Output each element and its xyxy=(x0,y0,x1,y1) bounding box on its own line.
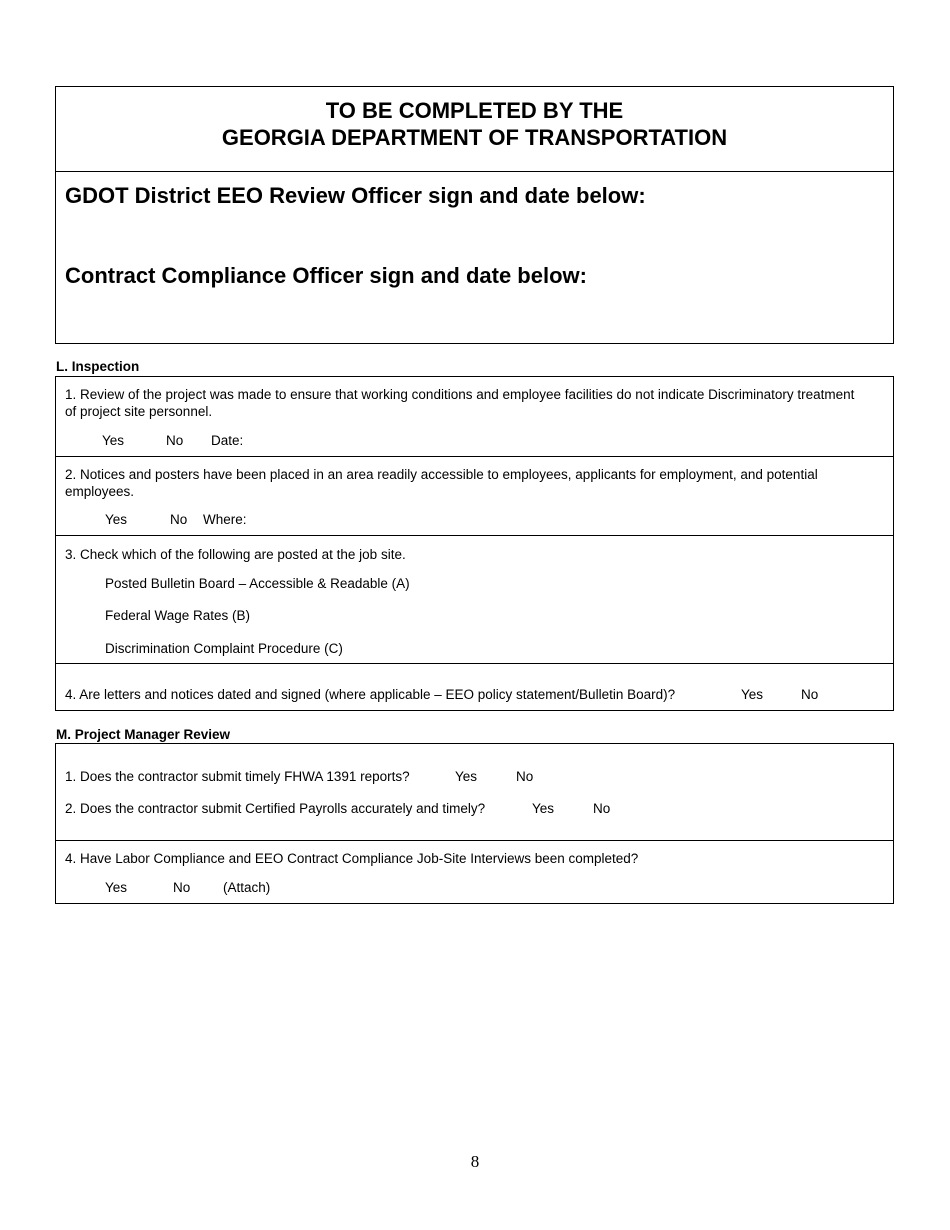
inspection-q1-text: 1. Review of the project was made to ensure that working conditions and employee facilities do not indicate Discriminatory treatment of project site personnel. xyxy=(65,387,855,419)
compliance-officer-sign-label: Contract Compliance Officer sign and date below: xyxy=(65,263,587,288)
inspection-table xyxy=(55,376,894,711)
inspection-q4-no[interactable]: No xyxy=(801,687,819,702)
posted-item-bulletin-board[interactable]: Posted Bulletin Board – Accessible & Readable (A) xyxy=(105,576,410,591)
pm-q1-no[interactable]: No xyxy=(516,769,534,784)
row-divider xyxy=(56,663,893,664)
pm-q2-no[interactable]: No xyxy=(593,801,611,816)
section-m-title: M. Project Manager Review xyxy=(56,727,231,742)
inspection-q2-text: 2. Notices and posters have been placed in an area readily accessible to employees, applicants for employment, and potential employees. xyxy=(65,467,818,499)
pm-q4-attach-label: (Attach) xyxy=(223,880,271,895)
row-divider xyxy=(56,840,893,841)
inspection-q2-no[interactable]: No xyxy=(170,512,188,527)
inspection-q3-text: 3. Check which of the following are posted at the job site. xyxy=(65,547,406,562)
row-divider xyxy=(56,535,893,536)
pm-q1-text: 1. Does the contractor submit timely FHWA 1391 reports? xyxy=(65,769,410,784)
posted-item-wage-rates[interactable]: Federal Wage Rates (B) xyxy=(105,608,251,623)
section-l-title: L. Inspection xyxy=(56,359,140,374)
inspection-q2-where-label: Where: xyxy=(203,512,247,527)
inspection-q2-yes[interactable]: Yes xyxy=(105,512,128,527)
pm-q4-no[interactable]: No xyxy=(173,880,191,895)
pm-q4-text: 4. Have Labor Compliance and EEO Contract Compliance Job-Site Interviews been completed? xyxy=(65,851,639,866)
pm-q1-yes[interactable]: Yes xyxy=(455,769,478,784)
pm-q2-text: 2. Does the contractor submit Certified Payrolls accurately and timely? xyxy=(65,801,486,816)
page-number: 8 xyxy=(470,1152,480,1171)
row-divider xyxy=(56,456,893,457)
inspection-q1-yes[interactable]: Yes xyxy=(102,433,125,448)
posted-item-complaint-procedure[interactable]: Discrimination Complaint Procedure (C) xyxy=(105,641,343,656)
pm-q4-yes[interactable]: Yes xyxy=(105,880,128,895)
header-title-line2: GEORGIA DEPARTMENT OF TRANSPORTATION xyxy=(221,125,728,150)
gdot-signature-box xyxy=(55,86,894,344)
gdot-header-title xyxy=(56,97,893,151)
header-divider xyxy=(56,171,893,172)
inspection-q1-no[interactable]: No xyxy=(166,433,184,448)
inspection-q4-text: 4. Are letters and notices dated and signed (where applicable – EEO policy statement/Bulletin Board)? xyxy=(65,687,676,702)
district-eeo-sign-label: GDOT District EEO Review Officer sign and date below: xyxy=(65,183,646,208)
project-manager-review-table xyxy=(55,743,894,904)
header-title-line1: TO BE COMPLETED BY THE xyxy=(325,98,624,123)
inspection-q1-date-label: Date: xyxy=(211,433,244,448)
inspection-q4-yes[interactable]: Yes xyxy=(741,687,764,702)
pm-q2-yes[interactable]: Yes xyxy=(532,801,555,816)
